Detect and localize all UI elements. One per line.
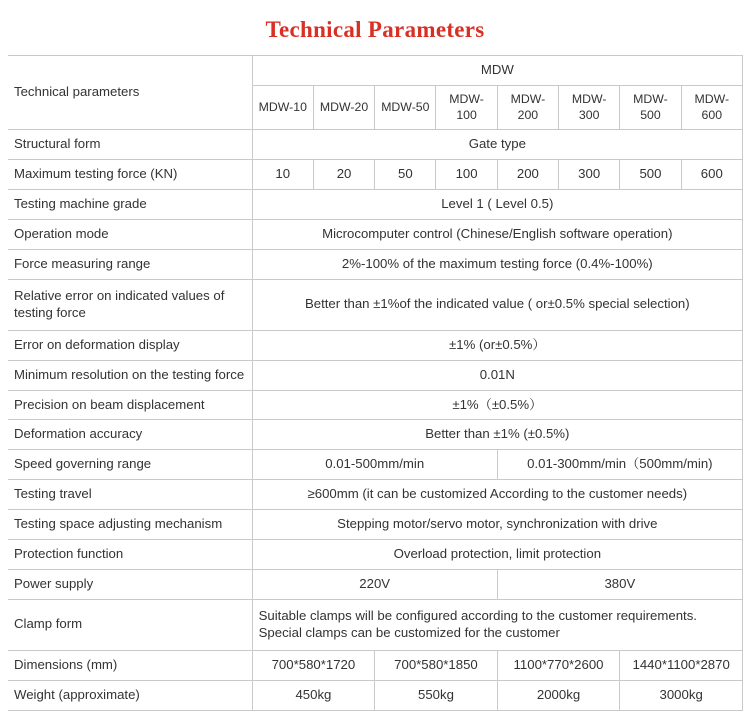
row-label: Speed governing range [8, 450, 252, 480]
row-label: Dimensions (mm) [8, 650, 252, 680]
model-cell: MDW-300 [559, 85, 620, 129]
row-label: Power supply [8, 569, 252, 599]
row-label: Force measuring range [8, 249, 252, 279]
row-value-cell: 550kg [375, 680, 498, 710]
table-row [8, 420, 743, 450]
row-value-cell: 220V [252, 569, 497, 599]
row-value: Overload protection, limit protection [252, 540, 742, 570]
table-row [8, 160, 743, 190]
table-row [8, 390, 743, 420]
model-cell: MDW-50 [375, 85, 436, 129]
table-row [8, 599, 743, 650]
model-cell: MDW-10 [252, 85, 313, 129]
row-value-cell: 1440*1100*2870 [620, 650, 743, 680]
row-label: Deformation accuracy [8, 420, 252, 450]
row-value-cell: 500 [620, 160, 681, 190]
table-row [8, 540, 743, 570]
row-label: Precision on beam displacement [8, 390, 252, 420]
table-row [8, 190, 743, 220]
row-value-cell: 2000kg [497, 680, 620, 710]
row-label: Operation mode [8, 220, 252, 250]
row-value-cell: 10 [252, 160, 313, 190]
model-cell: MDW-100 [436, 85, 497, 129]
row-value: Microcomputer control (Chinese/English software operation) [252, 220, 742, 250]
model-cell: MDW-600 [681, 85, 742, 129]
table-row [8, 569, 743, 599]
row-value-cell: 1100*770*2600 [497, 650, 620, 680]
row-value: ±1%（±0.5%） [252, 390, 742, 420]
row-value-cell: 50 [375, 160, 436, 190]
row-value-cell: 100 [436, 160, 497, 190]
table-row [8, 220, 743, 250]
row-value-cell: 600 [681, 160, 742, 190]
row-label: Testing machine grade [8, 190, 252, 220]
row-label: Clamp form [8, 599, 252, 650]
table-row [8, 130, 743, 160]
table-row-series [8, 56, 743, 86]
row-value: Gate type [252, 130, 742, 160]
row-value-cell: 300 [559, 160, 620, 190]
row-value: Level 1 ( Level 0.5) [252, 190, 742, 220]
row-value: Better than ±1%of the indicated value ( or±0.5% special selection) [252, 279, 742, 330]
row-label: Testing travel [8, 480, 252, 510]
row-label: Maximum testing force (KN) [8, 160, 252, 190]
row-value-cell: 450kg [252, 680, 375, 710]
table-row [8, 480, 743, 510]
technical-parameters-table [8, 55, 743, 711]
table-body [8, 56, 743, 711]
table-row [8, 510, 743, 540]
row-value: Suitable clamps will be configured according to the customer requirements. Special clamps can be customized for the customer [252, 599, 742, 650]
row-label: Error on deformation display [8, 330, 252, 360]
row-label: Testing space adjusting mechanism [8, 510, 252, 540]
header-label-cell: Technical parameters [8, 56, 252, 130]
row-label: Protection function [8, 540, 252, 570]
row-value-cell: 3000kg [620, 680, 743, 710]
series-name-cell: MDW [252, 56, 742, 86]
row-label: Relative error on indicated values of testing force [8, 279, 252, 330]
row-value-cell: 700*580*1850 [375, 650, 498, 680]
row-value-cell: 0.01-300mm/min（500mm/min) [497, 450, 742, 480]
row-value-cell: 0.01-500mm/min [252, 450, 497, 480]
row-value-cell: 200 [497, 160, 558, 190]
row-value: Stepping motor/servo motor, synchronization with drive [252, 510, 742, 540]
page-title: Technical Parameters [265, 17, 485, 42]
row-value-cell: 20 [313, 160, 374, 190]
model-cell: MDW-500 [620, 85, 681, 129]
table-row [8, 249, 743, 279]
table-row [8, 650, 743, 680]
table-row [8, 360, 743, 390]
table-row [8, 450, 743, 480]
table-row [8, 680, 743, 710]
row-label: Weight (approximate) [8, 680, 252, 710]
row-value: Better than ±1% (±0.5%) [252, 420, 742, 450]
row-value: 0.01N [252, 360, 742, 390]
row-value: ±1% (or±0.5%） [252, 330, 742, 360]
model-cell: MDW-200 [497, 85, 558, 129]
row-label: Minimum resolution on the testing force [8, 360, 252, 390]
row-value-cell: 700*580*1720 [252, 650, 375, 680]
row-value: ≥600mm (it can be customized According to the customer needs) [252, 480, 742, 510]
model-cell: MDW-20 [313, 85, 374, 129]
row-value-cell: 380V [497, 569, 742, 599]
table-row [8, 279, 743, 330]
row-value: 2%-100% of the maximum testing force (0.4%-100%) [252, 249, 742, 279]
table-row [8, 330, 743, 360]
row-label: Structural form [8, 130, 252, 160]
